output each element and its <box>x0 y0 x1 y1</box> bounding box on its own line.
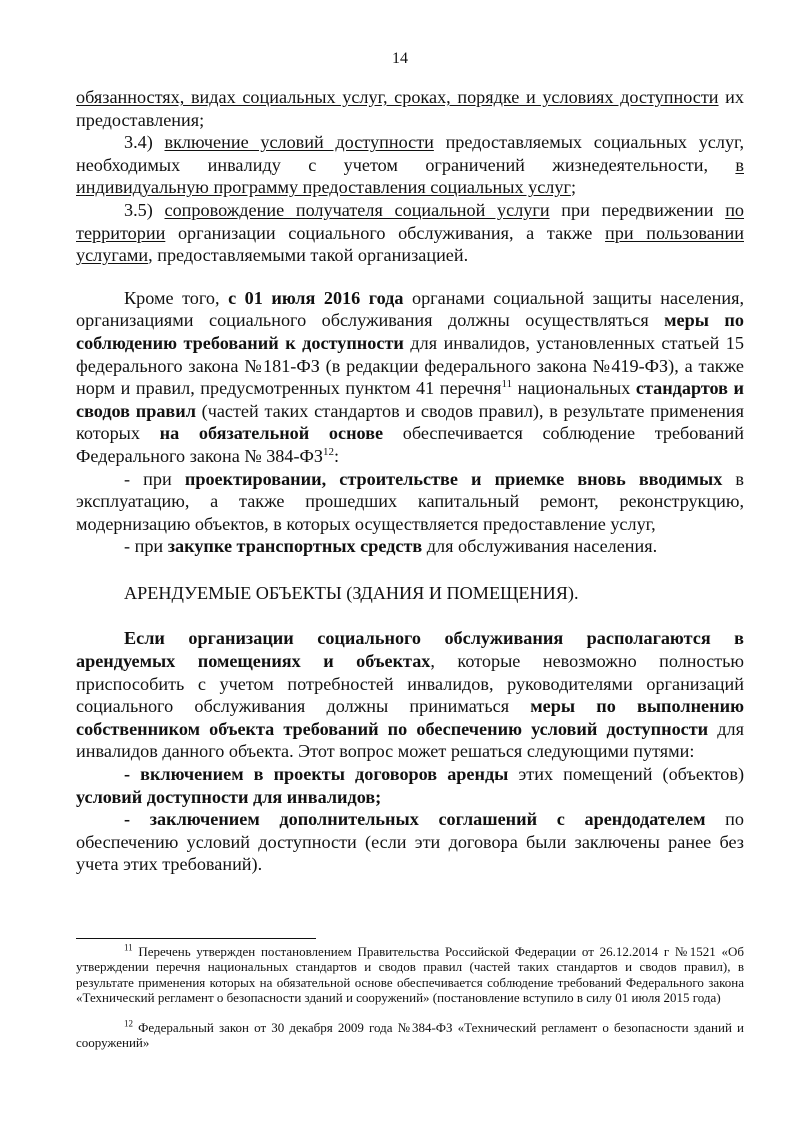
underlined-text: включение условий доступности <box>164 132 434 153</box>
text: при передвижении <box>549 199 726 220</box>
text: , которые невозможно полностью приспособить с учетом потребностей инвалидов, руководителями организаций социального обслуживания должны приниматься <box>76 651 744 717</box>
underlined-text: в индивидуальную программу предоставления социальных услуг <box>76 154 744 198</box>
text: (частей таких стандартов и сводов правил), в результате применения которых <box>76 400 744 444</box>
text: для инвалидов данного объекта. Этот вопрос может решаться следующими путями: <box>76 718 744 762</box>
spacer <box>76 558 744 582</box>
text: : <box>334 445 340 466</box>
text: обеспечивается соблюдение требований Федерального закона № 384-ФЗ <box>76 423 744 466</box>
text: органами социальной защиты населения, организациями социального обслуживания должны осуществляться <box>76 287 744 331</box>
list-item-lease-contracts <box>76 763 744 808</box>
item-number: 3.5) <box>124 199 165 220</box>
footnote-ref-11: 11 <box>501 378 513 391</box>
footnote-12 <box>76 1020 744 1051</box>
bold-text: стандартов и сводов правил <box>76 378 745 421</box>
footnote-text: Перечень утвержден постановлением Правительства Российской Федерации от 26.12.2014 г №1521 «Об утверждении перечня национальных стандартов и сводов правил (частей таких стандартов и сводов правил), в результате применения которых на обязательной основе обеспечивается соблюдение требований Федерального закона «Технический регламент о безопасности зданий и сооружений» (постановление вступило в силу 01 июля 2015 года) <box>76 944 744 1006</box>
footnote-mark: 12 <box>124 1018 133 1029</box>
bold-text: на обязательной основе <box>159 423 384 444</box>
bold-text: условий доступности для инвалидов; <box>76 786 382 807</box>
footnote-11 <box>76 944 744 1006</box>
text: этих помещений (объектов) <box>508 764 744 785</box>
bold-text: Если организации социального обслуживания располагаются в арендуемых помещениях и объектах <box>76 628 744 672</box>
footnote-ref-12: 12 <box>323 445 335 458</box>
text: , предоставляемыми такой организацией. <box>148 245 469 266</box>
item-number: 3.4) <box>124 132 165 153</box>
text: в эксплуатацию, а также прошедших капитальный ремонт, реконструкцию, модернизацию объектов, в которых осуществляется предоставление услуг, <box>76 468 744 534</box>
text: национальных <box>512 378 636 399</box>
text: предоставляемых социальных услуг, необходимых инвалиду с учетом ограничений жизнедеятельности, <box>76 132 744 175</box>
page-body <box>76 86 744 876</box>
list-item-design <box>76 468 744 536</box>
paragraph-3-4 <box>76 131 744 199</box>
text: для обслуживания населения. <box>422 536 658 557</box>
paragraph-requirements <box>76 287 744 468</box>
bold-text: - заключением дополнительных соглашений с арендодателем <box>124 809 706 830</box>
underlined-text: по территории <box>76 199 745 243</box>
footnote-separator <box>76 938 316 939</box>
page-number: 14 <box>392 50 408 67</box>
text: по обеспечению условий доступности (если эти договора были заключены ранее без учета этих требований). <box>76 809 744 875</box>
underlined-text: сопровождение получателя социальной услуги <box>164 199 550 220</box>
text: для инвалидов, установленных статьей 15 федерального закона №181-ФЗ (в редакции федерального закона №419-ФЗ), а также норм и правил, предусмотренных пунктом 41 перечня <box>76 332 744 399</box>
bold-text: - включением в проекты договоров аренды <box>124 764 509 785</box>
text: их предоставления; <box>76 87 745 130</box>
underlined-text: обязанностях, видах социальных услуг, сроках, порядке и условиях доступности <box>76 87 719 107</box>
text: Кроме того, <box>124 287 229 308</box>
list-item-transport <box>76 535 744 558</box>
text: - при <box>124 536 168 557</box>
underlined-text: при пользовании услугами <box>76 222 744 266</box>
bold-text: с 01 июля 2016 года <box>228 287 404 308</box>
text: организации социального обслуживания, а также <box>165 222 606 243</box>
footnote-mark: 11 <box>124 942 133 953</box>
paragraph-rented <box>76 627 744 763</box>
text: - при <box>124 468 185 489</box>
paragraph-3-3-continuation <box>76 86 744 131</box>
bold-text: закупке транспортных средств <box>167 536 423 557</box>
section-heading: АРЕНДУЕМЫЕ ОБЪЕКТЫ (ЗДАНИЯ И ПОМЕЩЕНИЯ). <box>124 582 579 603</box>
bold-text: меры по выполнению собственником объекта требований по обеспечению условий доступности <box>76 696 744 739</box>
paragraph-3-5 <box>76 199 744 267</box>
spacer <box>76 267 744 287</box>
bold-text: меры по соблюдению требований к доступности <box>76 310 744 353</box>
spacer <box>76 604 744 627</box>
footnote-text: Федеральный закон от 30 декабря 2009 года №384-ФЗ «Технический регламент о безопасности зданий и сооружений» <box>76 1020 744 1051</box>
list-item-additional-agreements <box>76 808 744 876</box>
text: ; <box>570 177 576 198</box>
bold-text: проектировании, строительстве и приемке вновь вводимых <box>184 468 723 489</box>
